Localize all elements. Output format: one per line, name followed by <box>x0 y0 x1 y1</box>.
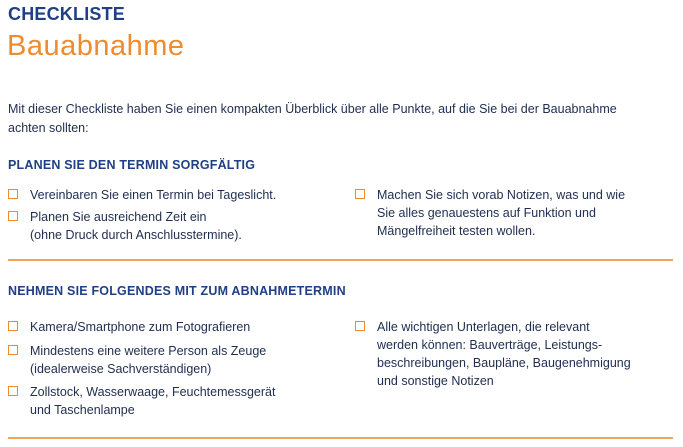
checklist-item-label: Machen Sie sich vorab Notizen, was und wie Sie alles genauestens auf Funktion und Mängelfreiheit testen wollen. <box>377 188 626 238</box>
checklist-item[interactable] <box>8 186 360 204</box>
checkbox-icon[interactable] <box>355 321 365 331</box>
checklist-item-label: Planen Sie ausreichend Zeit ein (ohne Druck durch Anschlusstermine). <box>30 210 242 242</box>
checklist-kicker: CHECKLISTE <box>8 4 126 24</box>
checklist-item[interactable] <box>355 186 683 240</box>
checkbox-icon[interactable] <box>8 189 18 199</box>
checklist-item-label: Alle wichtigen Unterlagen, die relevant werden können: Bauverträge, Leistungs- beschreibungen, Baupläne, Baugenehmigung und sonstige Notizen <box>377 320 631 388</box>
checklist-item[interactable] <box>8 318 360 336</box>
checklist-item[interactable] <box>8 342 360 378</box>
section-heading-bring: NEHMEN SIE FOLGENDES MIT ZUM ABNAHMETERMIN <box>8 284 346 298</box>
checkbox-icon[interactable] <box>8 345 18 355</box>
checkbox-icon[interactable] <box>8 386 18 396</box>
section-divider <box>8 437 673 439</box>
checklist-item[interactable] <box>8 208 360 244</box>
intro-text: Mit dieser Checkliste haben Sie einen kompakten Überblick über alle Punkte, auf die Sie bei der Bauabnahme achten sollten: <box>8 102 617 135</box>
section-heading-plan: PLANEN SIE DEN TERMIN SORGFÄLTIG <box>8 158 256 172</box>
checklist-item-label: Vereinbaren Sie einen Termin bei Tageslicht. <box>30 188 277 202</box>
checkbox-icon[interactable] <box>8 211 18 221</box>
checklist-item-label: Mindestens eine weitere Person als Zeuge (idealerweise Sachverständigen) <box>30 344 267 376</box>
checklist-item-label: Zollstock, Wasserwaage, Feuchtemessgerät und Taschenlampe <box>30 385 276 417</box>
checkbox-icon[interactable] <box>355 189 365 199</box>
checklist-item[interactable] <box>355 318 683 390</box>
checkbox-icon[interactable] <box>8 321 18 331</box>
page-title: Bauabnahme <box>7 30 185 62</box>
section-divider <box>8 259 673 261</box>
checklist-item[interactable] <box>8 383 360 419</box>
checklist-item-label: Kamera/Smartphone zum Fotografieren <box>30 320 251 334</box>
